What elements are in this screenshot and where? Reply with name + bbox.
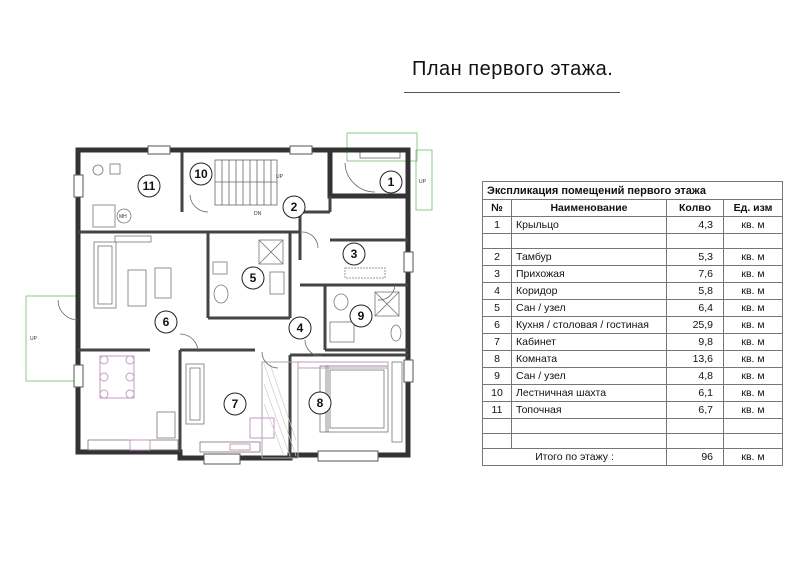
- room-label-1: 1: [387, 175, 395, 189]
- table-row: [483, 351, 783, 368]
- room-label-5: 5: [249, 271, 257, 285]
- table-spacer-row: [483, 419, 783, 434]
- row-name: Прихожая: [512, 266, 667, 283]
- table-row: [483, 317, 783, 334]
- row-unit: кв. м: [724, 300, 783, 317]
- row-area: 6,7: [667, 402, 724, 419]
- row-area: 5,3: [667, 249, 724, 266]
- header-unit: Ед. изм: [724, 200, 783, 217]
- row-num: 2: [483, 249, 512, 266]
- row-num: 10: [483, 385, 512, 402]
- table-row: [483, 334, 783, 351]
- row-unit: кв. м: [724, 217, 783, 234]
- room-label-10: 10: [194, 167, 208, 181]
- explication-table: [482, 181, 783, 466]
- row-area: 4,8: [667, 368, 724, 385]
- room-label-4: 4: [296, 321, 304, 335]
- room-label-8: 8: [316, 396, 324, 410]
- row-area: 13,6: [667, 351, 724, 368]
- table-row: [483, 385, 783, 402]
- room-label-3: 3: [350, 247, 358, 261]
- header-num: №: [483, 200, 512, 217]
- entry-up-left-label: UP: [30, 336, 37, 342]
- staircase: [215, 160, 284, 217]
- row-area: 9,8: [667, 334, 724, 351]
- row-num: 7: [483, 334, 512, 351]
- table-row: [483, 368, 783, 385]
- row-num: 8: [483, 351, 512, 368]
- row-area: 4,3: [667, 217, 724, 234]
- row-num: 11: [483, 402, 512, 419]
- row-name: Коридор: [512, 283, 667, 300]
- dining-furniture: [88, 356, 178, 450]
- room-label-11: 11: [142, 179, 156, 193]
- row-unit: кв. м: [724, 334, 783, 351]
- table-row: [483, 266, 783, 283]
- header-area: Колво: [667, 200, 724, 217]
- boiler-tag: MH: [119, 214, 127, 220]
- table-row: [483, 300, 783, 317]
- row-name: Топочная: [512, 402, 667, 419]
- page-title: План первого этажа.: [412, 58, 614, 80]
- row-num: 3: [483, 266, 512, 283]
- row-name: Сан / узел: [512, 300, 667, 317]
- total-value: 96: [667, 449, 724, 466]
- room-label-6: 6: [162, 315, 170, 329]
- table-caption: Экспликация помещений первого этажа: [483, 182, 783, 200]
- stair-up-label: UP: [276, 174, 283, 180]
- row-unit: кв. м: [724, 249, 783, 266]
- row-name: Крыльцо: [512, 217, 667, 234]
- row-num: 4: [483, 283, 512, 300]
- row-unit: кв. м: [724, 351, 783, 368]
- row-name: Тамбур: [512, 249, 667, 266]
- room-label-2: 2: [290, 200, 298, 214]
- row-num: 1: [483, 217, 512, 234]
- table-row: [483, 283, 783, 300]
- row-area: 5,8: [667, 283, 724, 300]
- entry-up-right-label: UP: [419, 179, 426, 185]
- bedroom-furniture: [262, 362, 402, 458]
- row-name: Сан / узел: [512, 368, 667, 385]
- row-unit: кв. м: [724, 283, 783, 300]
- table-spacer-row: [483, 434, 783, 449]
- total-label: Итого по этажу :: [483, 449, 667, 466]
- living-furniture: [94, 236, 171, 308]
- row-area: 7,6: [667, 266, 724, 283]
- left-entry: [26, 296, 76, 381]
- header-name: Наименование: [512, 200, 667, 217]
- row-unit: кв. м: [724, 385, 783, 402]
- row-name: Кабинет: [512, 334, 667, 351]
- row-area: 6,4: [667, 300, 724, 317]
- room-label-9: 9: [357, 309, 365, 323]
- table-row: [483, 217, 783, 234]
- boiler-equipment: [93, 164, 131, 227]
- row-unit: кв. м: [724, 317, 783, 334]
- row-num: 6: [483, 317, 512, 334]
- row-unit: кв. м: [724, 368, 783, 385]
- row-num: 5: [483, 300, 512, 317]
- table-row: [483, 402, 783, 419]
- table-row: [483, 249, 783, 266]
- table-spacer-row: [483, 234, 783, 249]
- hall-mat: [345, 268, 385, 278]
- room-label-7: 7: [231, 397, 239, 411]
- row-unit: кв. м: [724, 402, 783, 419]
- row-area: 6,1: [667, 385, 724, 402]
- row-name: Лестничная шахта: [512, 385, 667, 402]
- row-name: Кухня / столовая / гостиная: [512, 317, 667, 334]
- row-area: 25,9: [667, 317, 724, 334]
- stair-down-label: DN: [254, 211, 262, 217]
- row-unit: кв. м: [724, 266, 783, 283]
- row-name: Комната: [512, 351, 667, 368]
- total-unit: кв. м: [724, 449, 783, 466]
- row-num: 9: [483, 368, 512, 385]
- table-total-row: [483, 449, 783, 466]
